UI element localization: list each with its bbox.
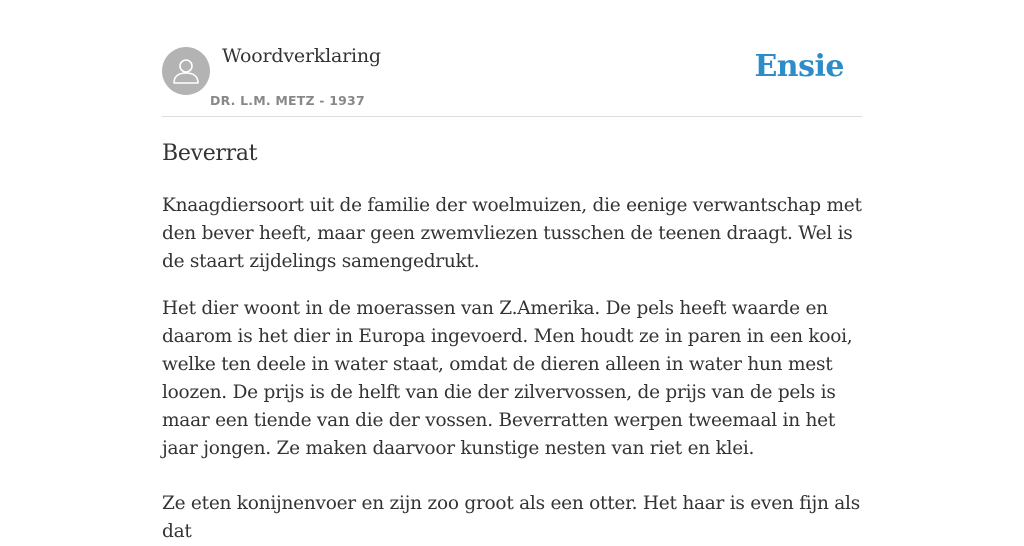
author-avatar[interactable] (162, 47, 210, 95)
paragraph: Knaagdiersoort uit de familie der woelmuizen, die eenige verwantschap met den bever heeft, maar geen zwemvliezen tusschen de teenen draagt. Wel is de staart zijdelings samengedrukt. (162, 195, 862, 272)
entry-title: Beverrat (162, 141, 258, 166)
article (162, 138, 862, 546)
paragraph: Het dier woont in de moerassen van Z.Amerika. De pels heeft waarde en daarom is het dier in Europa ingevoerd. Men houdt ze in paren in een kooi, welke ten deele in water staat, omdat de dieren alleen in water hun mest loozen. De prijs is de helft van die der zilvervossen, de prijs van de pels is maar een tiende van die der vossen. Beverratten werpen tweemaal in het jaar jongen. Ze maken daarvoor kunstige nesten van riet en klei. (162, 298, 853, 459)
user-icon (162, 47, 210, 95)
brand-logo[interactable]: Ensie (754, 49, 844, 84)
paragraph: Ze eten konijnenvoer en zijn zoo groot als een otter. Het haar is even fijn als dat (162, 493, 860, 542)
source-title[interactable]: Woordverklaring (222, 45, 381, 67)
source-meta: DR. L.M. METZ - 1937 (210, 93, 365, 108)
source-header (162, 0, 862, 117)
